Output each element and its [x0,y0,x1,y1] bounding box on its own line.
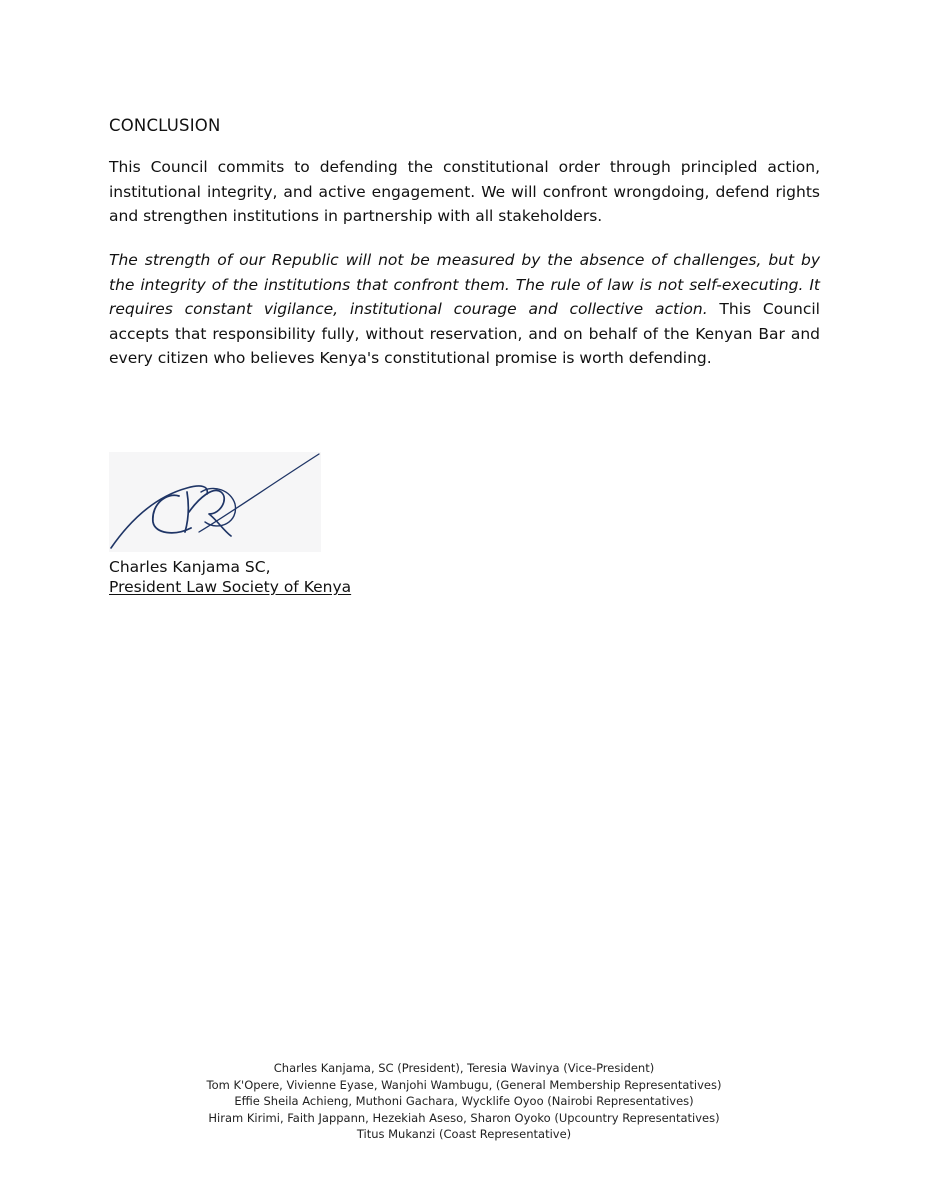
signer-name: Charles Kanjama SC, [109,558,271,576]
footer-line-upcountry: Hiram Kirimi, Faith Jappann, Hezekiah Aseso, Sharon Oyoko (Upcountry Representatives) [208,1110,720,1125]
footer-line-officers: Charles Kanjama, SC (President), Teresia Wavinya (Vice-President) [273,1061,655,1075]
handwritten-signature [109,452,321,552]
footer-line-nairobi: Effie Sheila Achieng, Muthoni Gachara, Wycklife Oyoo (Nairobi Representatives) [234,1094,694,1108]
paragraph-closing [109,248,820,371]
signer-title: President Law Society of Kenya [109,578,352,596]
signature-image [109,452,321,552]
council-members-footer [0,1060,928,1143]
footer-line-coast: Titus Mukanzi (Coast Representative) [356,1127,572,1141]
section-heading: CONCLUSION [109,116,221,135]
paragraph-commitment: This Council commits to defending the constitutional order through principled action, institutional integrity, and active engagement. We will confront wrongdoing, defend rights and strengthen institutions in partnership with all stakeholders. [109,158,820,225]
signature-strokes [111,454,319,548]
footer-line-general-members: Tom K'Opere, Vivienne Eyase, Wanjohi Wambugu, (General Membership Representatives) [206,1077,722,1092]
closing-statement: This Council accepts that responsibility fully, without reservation, and on behalf of the Kenyan Bar and every citizen who believes Kenya's constitutional promise is worth defending. [109,300,820,367]
closing-quote: The strength of our Republic will not be measured by the absence of challenges, but by the integrity of the institutions that confront them. The rule of law is not self-executing. It requires constant vigilance, institutional courage and collective action. [109,251,820,318]
